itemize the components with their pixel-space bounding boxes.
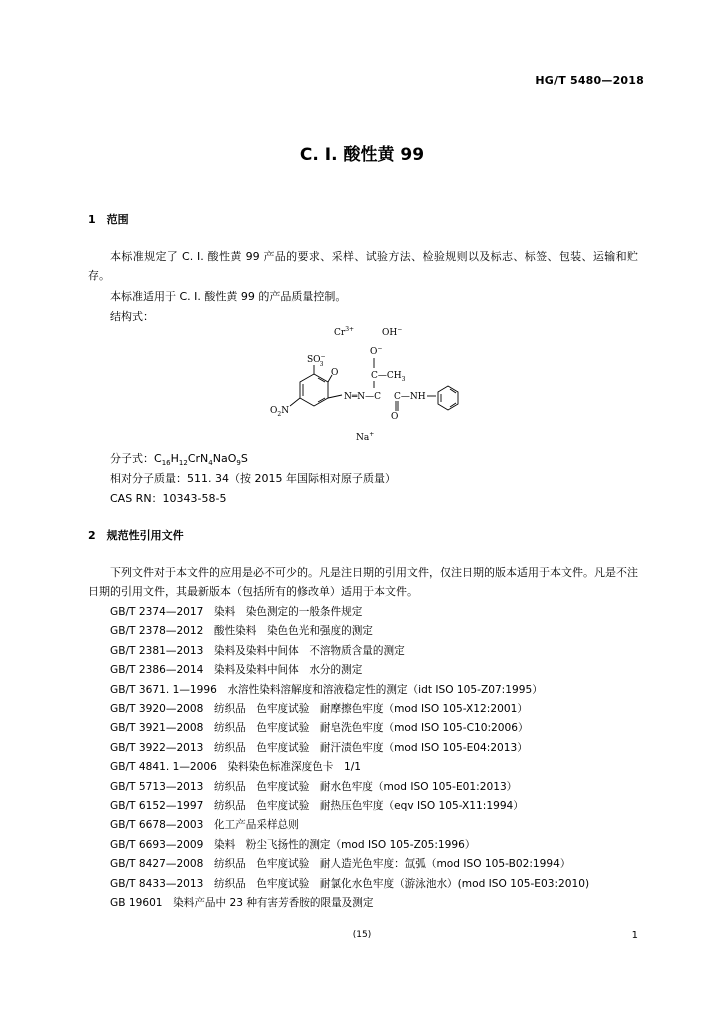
reference-item: GB/T 6152—1997 纺织品 色牢度试验 耐热压色牢度（eqv ISO 105-X11:1994） <box>110 800 524 813</box>
formula-part: CrN <box>187 452 209 465</box>
reference-item: GB/T 3920—2008 纺织品 色牢度试验 耐摩擦色牢度（mod ISO 105-X12:2001） <box>110 703 528 716</box>
sulfonate-group: SO− 3 <box>307 353 326 368</box>
structural-formula <box>262 322 472 446</box>
reference-item: GB/T 2381—2013 染料及染料中间体 不溶物质含量的测定 <box>110 644 405 657</box>
formula-part: 4 <box>208 459 213 468</box>
page-title: C. I. 酸性黄 99 <box>299 145 425 165</box>
molecular-mass: 相对分子质量：511. 34（按 2015 年国际相对原子质量） <box>110 472 396 485</box>
structure-label: 结构式： <box>110 310 154 323</box>
formula-part: NaO <box>212 452 237 465</box>
section-1-heading: 1 范围 <box>88 213 129 226</box>
reference-item: GB 19601 染料产品中 23 种有害芳香胺的限量及测定 <box>110 897 374 910</box>
molecular-formula: 分子式：$C_{16}H_{12}CrN_4NaO_9S$ <box>110 452 248 468</box>
formula-part: 9 <box>236 459 241 468</box>
reference-item: GB/T 6678—2003 化工产品采样总则 <box>110 819 299 832</box>
benzene-ring-left <box>300 374 328 406</box>
amide-group: C—NH <box>394 392 426 402</box>
sodium-ion: Na+ <box>356 431 375 443</box>
formula-part: C <box>154 452 162 465</box>
chromium-ion: $Cr^{3+}$ <box>334 326 355 338</box>
ring-oxygen: O <box>331 368 339 378</box>
reference-item: GB/T 5713—2013 纺织品 色牢度试验 耐水色牢度（mod ISO 105-E01:2013） <box>110 780 518 793</box>
phenolate-oxygen: O− <box>370 345 383 357</box>
hydroxide-ion: OH− <box>382 326 403 338</box>
section-2-heading: 2 规范性引用文件 <box>88 529 184 542</box>
reference-item: GB/T 3922—2013 纺织品 色牢度试验 耐汗渍色牢度（mod ISO 105-E04:2013） <box>110 741 528 754</box>
reference-item: GB/T 3921—2008 纺织品 色牢度试验 耐皂洗色牢度（mod ISO 105-C10:2006） <box>110 722 529 735</box>
reference-list <box>88 603 640 914</box>
reference-item: GB/T 8433—2013 纺织品 色牢度试验 耐氯化水色牢度（游泳池水）(mod ISO 105-E03:2010) <box>110 877 590 890</box>
footer-page-marker: (15) <box>352 930 372 940</box>
formula-part: 16 <box>161 459 171 468</box>
reference-item: GB/T 2378—2012 酸性染料 染色色光和强度的测定 <box>110 625 373 638</box>
scope-paragraph-1: 本标准规定了 C. I. 酸性黄 99 产品的要求、采样、试验方法、检验规则以及标志、标签、包装、运输和贮存。 <box>88 250 638 282</box>
reference-item: GB/T 8427—2008 纺织品 色牢度试验 耐人造光色牢度：氙弧（mod ISO 105-B02:1994） <box>110 858 571 871</box>
page-number: 1 <box>631 930 638 941</box>
nitro-group: $O_2N$ <box>270 406 290 418</box>
cas-number: CAS RN：10343-58-5 <box>110 492 227 505</box>
reference-item: GB/T 4841. 1—2006 染料染色标准深度色卡 1/1 <box>110 761 362 774</box>
carbonyl-oxygen: O <box>391 412 399 422</box>
formula-part: S <box>240 452 248 465</box>
standard-code: HG/T 5480—2018 <box>535 74 644 87</box>
scope-paragraph-2: 本标准适用于 C. I. 酸性黄 99 的产品质量控制。 <box>110 290 347 303</box>
reference-item: GB/T 2386—2014 染料及染料中间体 水分的测定 <box>110 664 363 677</box>
formula-part: 12 <box>178 459 188 468</box>
reference-item: GB/T 3671. 1—1996 水溶性染料溶解度和溶液稳定性的测定（idt ISO 105-Z07:1995） <box>110 683 543 696</box>
reference-item: GB/T 6693—2009 染料 粉尘飞扬性的测定（mod ISO 105-Z05:1996） <box>110 838 476 851</box>
formula-part: H <box>170 452 179 465</box>
references-intro: 下列文件对于本文件的应用是必不可少的。凡是注日期的引用文件，仅注日期的版本适用于本文件。凡是不注日期的引用文件，其最新版本（包括所有的修改单）适用于本文件。 <box>88 566 638 598</box>
azo-group: N═N—C <box>344 392 382 402</box>
reference-item: GB/T 2374—2017 染料 染色测定的一般条件规定 <box>110 606 363 618</box>
methyl-carbon: $C—CH_3$ <box>371 371 406 383</box>
